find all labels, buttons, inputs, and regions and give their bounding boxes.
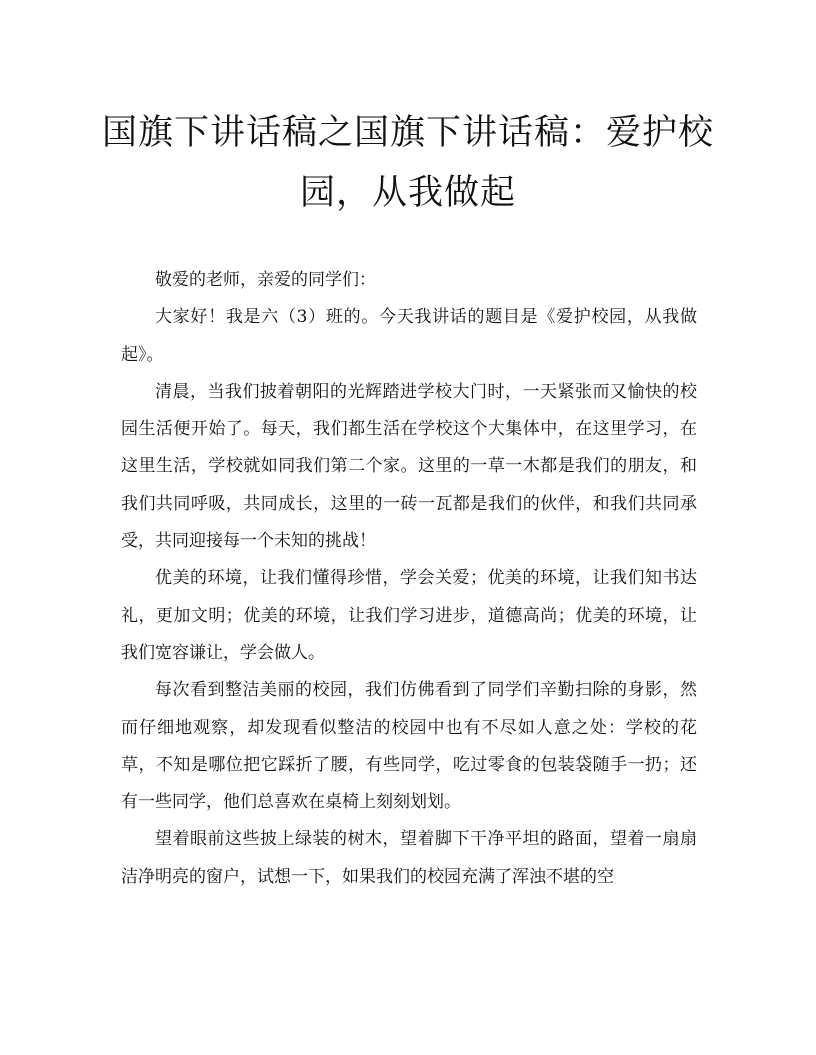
paragraph-greeting: 敬爱的老师，亲爱的同学们： [155, 270, 376, 290]
paragraph-introduction: 大家好！我是六（3）班的。今天我讲话的题目是《爱护校园，从我做起》。 [121, 307, 697, 365]
document-title: 国旗下讲话稿之国旗下讲话稿：爱护校园，从我做起 [101, 113, 714, 213]
document-body [121, 262, 697, 896]
paragraph-reflection: 望着眼前这些披上绿装的树木，望着脚下干净平坦的路面，望着一扇扇洁净明亮的窗户，试想一下，如果我们的校园充满了浑浊不堪的空 [121, 829, 697, 887]
paragraph-morning: 清晨，当我们披着朝阳的光辉踏进学校大门时，一天紧张而又愉快的校园生活便开始了。每天，我们都生活在学校这个大集体中，在这里学习，在这里生活，学校就如同我们第二个家。这里的一草一木都是我们的朋友，和我们共同呼吸，共同成长，这里的一砖一瓦都是我们的伙伴，和我们共同承受，共同迎接每一个未知的挑战！ [121, 381, 697, 552]
paragraph-observation: 每次看到整洁美丽的校园，我们仿佛看到了同学们辛勤扫除的身影，然而仔细地观察，却发现看似整洁的校园中也有不尽如人意之处：学校的花草，不知是哪位把它踩折了腰，有些同学，吃过零食的包装袋随手一扔；还有一些同学，他们总喜欢在桌椅上刻刻划划。 [121, 680, 697, 813]
paragraph-environment: 优美的环境，让我们懂得珍惜，学会关爱；优美的环境，让我们知书达礼，更加文明；优美的环境，让我们学习进步，道德高尚；优美的环境，让我们宽容谦让，学会做人。 [121, 568, 697, 663]
